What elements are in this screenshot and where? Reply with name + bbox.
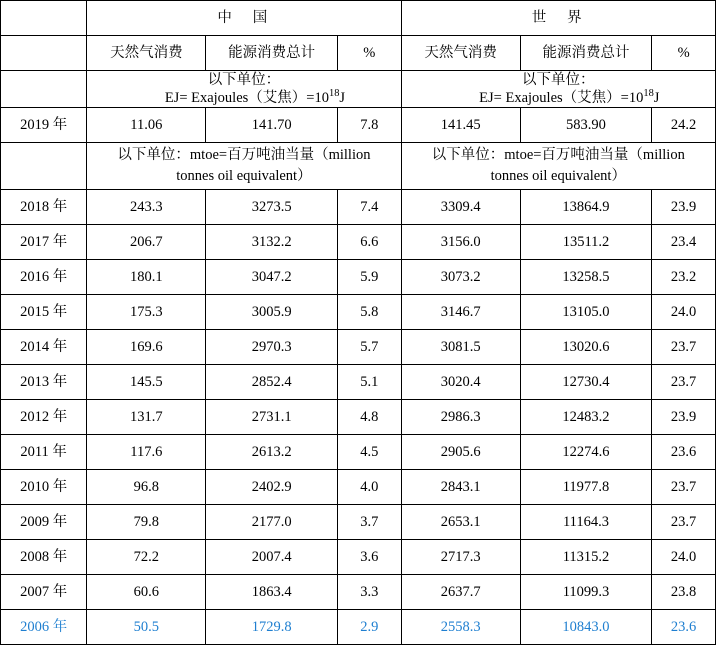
cell-world-total: 583.90 [520, 108, 651, 143]
cell-world-pct: 23.9 [652, 399, 716, 434]
cell-china-gas: 96.8 [87, 469, 206, 504]
table-row [1, 434, 716, 469]
cell-china-pct: 5.9 [337, 259, 401, 294]
row-year: 2016 年 [1, 259, 87, 294]
cell-china-total: 141.70 [206, 108, 337, 143]
row-year: 2009 年 [1, 504, 87, 539]
group-header-row [1, 1, 716, 36]
cell-world-total: 12730.4 [520, 364, 651, 399]
header-world-total: 能源消费总计 [520, 36, 651, 71]
row-year: 2015 年 [1, 294, 87, 329]
cell-world-total: 13258.5 [520, 259, 651, 294]
table-row [1, 294, 716, 329]
cell-world-gas: 3020.4 [401, 364, 520, 399]
cell-world-gas: 141.45 [401, 108, 520, 143]
cell-china-total: 2731.1 [206, 399, 337, 434]
cell-china-pct: 4.5 [337, 434, 401, 469]
row-year: 2017 年 [1, 224, 87, 259]
cell-world-gas: 2653.1 [401, 504, 520, 539]
table-row [1, 469, 716, 504]
header-world-pct: % [652, 36, 716, 71]
table-row [1, 329, 716, 364]
cell-world-pct: 23.6 [652, 434, 716, 469]
cell-china-pct: 5.7 [337, 329, 401, 364]
cell-china-pct: 5.1 [337, 364, 401, 399]
cell-world-total: 13020.6 [520, 329, 651, 364]
cell-world-gas: 3081.5 [401, 329, 520, 364]
cell-china-pct: 7.8 [337, 108, 401, 143]
unit-note-mtoe-world [401, 143, 715, 190]
header-china-pct: % [337, 36, 401, 71]
cell-world-pct: 23.7 [652, 364, 716, 399]
cell-world-pct: 23.7 [652, 469, 716, 504]
cell-china-gas: 169.6 [87, 329, 206, 364]
cell-china-total: 2402.9 [206, 469, 337, 504]
cell-world-pct: 23.2 [652, 259, 716, 294]
cell-china-total: 1729.8 [206, 609, 337, 644]
unit-note-mtoe-year-cell [1, 143, 87, 190]
cell-china-total: 2852.4 [206, 364, 337, 399]
row-year: 2019 年 [1, 108, 87, 143]
cell-world-total: 11099.3 [520, 574, 651, 609]
row-year: 2010 年 [1, 469, 87, 504]
cell-china-total: 3047.2 [206, 259, 337, 294]
unit-note-ej-year-cell [1, 71, 87, 108]
cell-china-pct: 6.6 [337, 224, 401, 259]
cell-china-gas: 11.06 [87, 108, 206, 143]
unit-note-row-ej [1, 71, 716, 108]
cell-china-pct: 3.3 [337, 574, 401, 609]
unit-note-ej-world [401, 71, 715, 108]
unit-note-mtoe-world-line2: tonnes oil equivalent） [490, 167, 626, 184]
cell-china-gas: 117.6 [87, 434, 206, 469]
unit-note-mtoe-china-line2: tonnes oil equivalent） [176, 167, 312, 184]
table-row [1, 224, 716, 259]
cell-world-pct: 23.7 [652, 504, 716, 539]
cell-world-pct: 23.6 [652, 609, 716, 644]
cell-china-total: 3005.9 [206, 294, 337, 329]
cell-world-total: 12274.6 [520, 434, 651, 469]
row-year: 2007 年 [1, 574, 87, 609]
table-row [1, 504, 716, 539]
corner-cell [1, 1, 87, 36]
cell-world-gas: 2558.3 [401, 609, 520, 644]
cell-china-total: 2177.0 [206, 504, 337, 539]
cell-china-pct: 2.9 [337, 609, 401, 644]
cell-world-pct: 23.7 [652, 329, 716, 364]
cell-world-total: 13511.2 [520, 224, 651, 259]
cell-world-pct: 23.9 [652, 189, 716, 224]
cell-china-pct: 5.8 [337, 294, 401, 329]
row-year: 2006 年 [1, 609, 87, 644]
row-year: 2014 年 [1, 329, 87, 364]
cell-china-total: 3132.2 [206, 224, 337, 259]
cell-world-gas: 3146.7 [401, 294, 520, 329]
row-year: 2011 年 [1, 434, 87, 469]
cell-world-pct: 24.2 [652, 108, 716, 143]
cell-china-pct: 3.6 [337, 539, 401, 574]
table-row [1, 259, 716, 294]
table-row [1, 364, 716, 399]
cell-world-total: 10843.0 [520, 609, 651, 644]
cell-world-gas: 2637.7 [401, 574, 520, 609]
cell-china-gas: 72.2 [87, 539, 206, 574]
cell-world-pct: 23.8 [652, 574, 716, 609]
cell-world-gas: 3073.2 [401, 259, 520, 294]
header-china-gas: 天然气消费 [87, 36, 206, 71]
cell-china-total: 2970.3 [206, 329, 337, 364]
cell-world-gas: 3156.0 [401, 224, 520, 259]
cell-world-gas: 2843.1 [401, 469, 520, 504]
cell-china-gas: 243.3 [87, 189, 206, 224]
cell-china-gas: 79.8 [87, 504, 206, 539]
row-year: 2018 年 [1, 189, 87, 224]
cell-china-total: 2007.4 [206, 539, 337, 574]
cell-china-gas: 145.5 [87, 364, 206, 399]
cell-china-gas: 175.3 [87, 294, 206, 329]
cell-world-pct: 24.0 [652, 294, 716, 329]
cell-china-gas: 131.7 [87, 399, 206, 434]
unit-note-ej-world-line1: 以下单位： [522, 72, 595, 88]
cell-china-total: 2613.2 [206, 434, 337, 469]
cell-world-total: 11977.8 [520, 469, 651, 504]
cell-china-pct: 7.4 [337, 189, 401, 224]
cell-world-gas: 2986.3 [401, 399, 520, 434]
cell-world-total: 13105.0 [520, 294, 651, 329]
group-header-china: 中 国 [87, 1, 401, 36]
header-year-cell [1, 36, 87, 71]
group-header-world: 世 界 [401, 1, 715, 36]
column-header-row [1, 36, 716, 71]
cell-china-gas: 50.5 [87, 609, 206, 644]
unit-note-mtoe-world-line1: 以下单位：mtoe=百万吨油当量（million [431, 147, 685, 164]
cell-china-pct: 3.7 [337, 504, 401, 539]
header-china-total: 能源消费总计 [206, 36, 337, 71]
cell-world-gas: 2905.6 [401, 434, 520, 469]
cell-china-gas: 60.6 [87, 574, 206, 609]
unit-note-ej-china [87, 71, 401, 108]
unit-note-mtoe-china [87, 143, 401, 190]
cell-china-gas: 180.1 [87, 259, 206, 294]
row-year: 2008 年 [1, 539, 87, 574]
cell-world-total: 11164.3 [520, 504, 651, 539]
cell-china-total: 1863.4 [206, 574, 337, 609]
cell-world-pct: 23.4 [652, 224, 716, 259]
cell-china-pct: 4.8 [337, 399, 401, 434]
cell-china-total: 3273.5 [206, 189, 337, 224]
cell-world-total: 12483.2 [520, 399, 651, 434]
unit-note-ej-world-line2: EJ= Exajoules（艾焦）$=10^{18}J$ [479, 88, 660, 107]
table-row-highlighted [1, 609, 716, 644]
cell-china-pct: 4.0 [337, 469, 401, 504]
unit-note-mtoe-china-line1: 以下单位：mtoe=百万吨油当量（million [117, 147, 371, 164]
header-world-gas: 天然气消费 [401, 36, 520, 71]
table-row [1, 108, 716, 143]
cell-world-total: 11315.2 [520, 539, 651, 574]
cell-world-gas: 2717.3 [401, 539, 520, 574]
row-year: 2012 年 [1, 399, 87, 434]
cell-china-gas: 206.7 [87, 224, 206, 259]
unit-note-ej-china-line2: EJ= Exajoules（艾焦）$=10^{18}J$ [164, 88, 346, 107]
unit-note-ej-china-line1: 以下单位： [207, 72, 281, 88]
table-row [1, 399, 716, 434]
row-year: 2013 年 [1, 364, 87, 399]
cell-world-gas: 3309.4 [401, 189, 520, 224]
table-row [1, 539, 716, 574]
cell-world-pct: 24.0 [652, 539, 716, 574]
unit-note-row-mtoe [1, 143, 716, 190]
table-row [1, 189, 716, 224]
table-body [1, 1, 716, 645]
cell-world-total: 13864.9 [520, 189, 651, 224]
